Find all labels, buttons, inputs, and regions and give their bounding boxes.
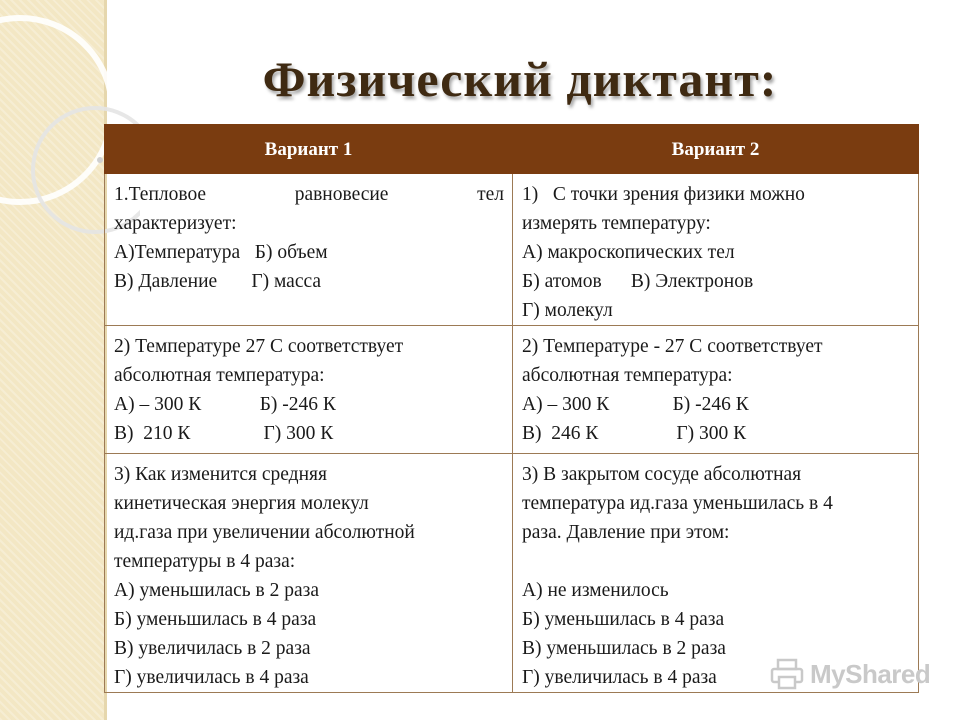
text-line: 3) В закрытом сосуде абсолютная <box>522 464 802 485</box>
text-line: В) 210 К Г) 300 К <box>114 423 334 444</box>
text-line: А) – 300 К Б) -246 К <box>114 394 336 415</box>
text-line: В) 246 К Г) 300 К <box>522 423 747 444</box>
text-line: Б) атомов В) Электронов <box>522 271 754 292</box>
text-line: 2) Температуре 27 С соответствует <box>114 336 404 357</box>
column-header-variant-1: Вариант 1 <box>105 125 513 174</box>
text-line: А) – 300 К Б) -246 К <box>522 394 749 415</box>
text-line: Г) увеличилась в 4 раза <box>522 667 717 688</box>
table-row <box>105 174 919 326</box>
text-line: Б) уменьшилась в 4 раза <box>114 609 317 630</box>
page-title: Физический диктант: <box>262 51 778 107</box>
text-line: раза. Давление при этом: <box>522 522 730 543</box>
text-line: ид.газа при увеличении абсолютной <box>114 522 415 543</box>
table-header-row <box>105 125 919 174</box>
text-line: кинетическая энергия молекул <box>114 493 369 514</box>
question-first-line: 1.Тепловое равновесие тел <box>114 184 504 205</box>
text-line: температуры в 4 раза: <box>114 551 296 572</box>
text-line: В) Давление Г) масса <box>114 271 322 292</box>
cell-variant-1-question-2 <box>105 326 513 454</box>
text-line: абсолютная температура: <box>114 365 325 386</box>
table-row <box>105 326 919 454</box>
text-line: 1) С точки зрения физики можно <box>522 184 805 205</box>
column-header-variant-2: Вариант 2 <box>513 125 919 174</box>
cell-variant-2-question-1 <box>513 174 919 326</box>
text-line: абсолютная температура: <box>522 365 733 386</box>
cell-variant-2-question-2 <box>513 326 919 454</box>
text-line: характеризует: <box>114 213 237 234</box>
watermark-text: MyShared <box>810 658 931 689</box>
dictation-table <box>104 124 919 693</box>
text-line: Б) уменьшилась в 4 раза <box>522 609 725 630</box>
text-line: Г) молекул <box>522 300 613 321</box>
text-line: измерять температуру: <box>522 213 711 234</box>
text-line: 3) Как изменится средняя <box>114 464 327 485</box>
text-line: Г) увеличилась в 4 раза <box>114 667 309 688</box>
text-line: В) уменьшилась в 2 раза <box>522 638 726 659</box>
text-line: А) макроскопических тел <box>522 242 735 263</box>
watermark-logo <box>770 656 930 692</box>
text-line: А)Температура Б) объем <box>114 242 328 263</box>
cell-variant-1-question-3 <box>105 454 513 693</box>
text-line: В) увеличилась в 2 раза <box>114 638 311 659</box>
text-line: температура ид.газа уменьшилась в 4 <box>522 493 833 514</box>
text-line: 2) Температуре - 27 С соответствует <box>522 336 823 357</box>
printer-icon <box>770 658 804 690</box>
text-line <box>522 547 910 576</box>
cell-variant-1-question-1 <box>105 174 513 326</box>
text-line: А) уменьшилась в 2 раза <box>114 580 319 601</box>
text-line: А) не изменилось <box>522 580 669 601</box>
